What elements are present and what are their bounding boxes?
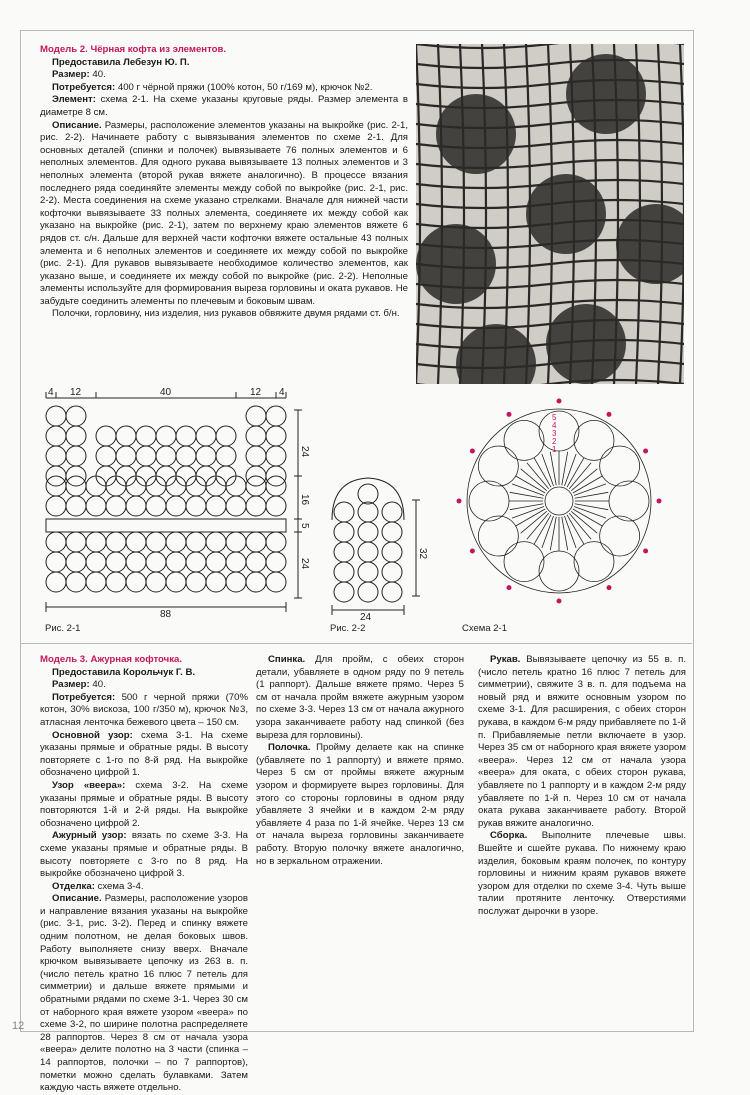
sleeve-element-circle [358,562,378,582]
element-circle [246,446,266,466]
element-circle [86,552,106,572]
scheme-row-number: 1 [552,445,557,454]
scheme-row-number: 3 [552,429,557,438]
scheme-row-number: 4 [552,421,557,430]
element-circle [156,446,176,466]
element-circle [66,572,86,592]
lace-motif [436,94,516,174]
element-circle [146,532,166,552]
element-circle [266,552,286,572]
scheme-petal [478,446,518,486]
scheme-stitch [569,513,591,539]
element-circle [46,532,66,552]
figure-2-2-label: Рис. 2-2 [330,623,366,634]
scheme-petal [609,481,649,521]
scheme-joint-arrow [607,412,612,417]
element-circle [226,532,246,552]
scheme-petal [504,542,544,582]
sleeve-element-circle [334,582,354,602]
model3-trim-label: Отделка: [52,880,95,892]
lace-motif [526,174,606,254]
scheme-petal [600,446,640,486]
sleeve-element-circle [358,542,378,562]
element-circle [216,426,236,446]
model3-size: 40. [89,679,106,691]
dim-4b: 4 [279,387,285,398]
scheme-2-1-diagram [448,388,670,618]
sleeve-element-circle [382,502,402,522]
scheme-row-number: 5 [552,413,557,422]
model3-trim: схема 3-4. [94,880,144,892]
scheme-petal [574,542,614,582]
element-circle [166,496,186,516]
model2-finish: Полочки, горловину, низ изделия, низ рукавов обвяжите двумя рядами ст. б/н. [52,308,400,320]
element-circle [146,552,166,572]
element-circle [206,552,226,572]
sleeve-element-circle [358,582,378,602]
sleeve-element-circle [334,542,354,562]
model3-column-2 [256,654,464,868]
element-circle [266,406,286,426]
model3-fan-label: Узор «веера»: [52,779,126,791]
element-circle [196,446,216,466]
scheme-joint-arrow [643,449,648,454]
element-circle [106,552,126,572]
sleeve-element-circle [358,484,378,504]
scheme-stitch [521,469,547,491]
element-circle [166,552,186,572]
lace-photo-image [416,44,684,384]
dim-24b: 24 [299,558,310,570]
figure-2-1-label: Рис. 2-1 [45,623,81,634]
element-circle [46,406,66,426]
scheme-joint-arrow [470,449,475,454]
model2-materials-label: Потребуется: [52,81,116,93]
scheme-stitch [521,511,547,533]
model3-front-label: Полочка. [268,742,311,754]
scheme-outer-ring [467,409,651,593]
model3-assembly-label: Сборка. [490,830,528,842]
scheme-joint-arrow [557,599,562,604]
dim-24-sleeve: 24 [360,612,372,620]
model3-column-1 [40,654,248,1095]
lace-motif [546,304,626,384]
scheme-petal [600,516,640,556]
element-circle [66,532,86,552]
element-circle [146,496,166,516]
element-circle [186,496,206,516]
element-circle [66,552,86,572]
scheme-joint-arrow [557,399,562,404]
element-circle [246,406,266,426]
model3-fan: схема 3-2. На схеме указаны прямые и обратные ряды. В высоту повторяются 1-й и 2-й ряды. На выкройке обозначено цифрой 2. [40,779,248,829]
dim-16: 16 [299,494,310,506]
model3-author: Предоставила Корольчук Г. В. [52,666,196,678]
element-circle [266,446,286,466]
dim-32-sleeve: 32 [417,548,428,560]
element-circle [196,426,216,446]
element-circle [126,552,146,572]
sleeve-element-circle [382,562,402,582]
element-circle [106,572,126,592]
scheme-stitch [571,469,597,491]
page-number: 12 [12,1020,25,1032]
scheme-joint-arrow [470,549,475,554]
element-circle [106,496,126,516]
element-circle [46,572,66,592]
scheme-joint-arrow [507,412,512,417]
element-circle [206,532,226,552]
scheme-joint-arrow [457,499,462,504]
element-circle [246,532,266,552]
scheme-joint-arrow [607,585,612,590]
element-circle [46,446,66,466]
element-circle [206,572,226,592]
scheme-center-ring [545,487,573,515]
element-circle [136,446,156,466]
element-circle [206,496,226,516]
dim-40: 40 [160,387,172,398]
element-circle [46,426,66,446]
element-circle [176,426,196,446]
dim-12a: 12 [70,387,82,398]
scheme-stitch [571,511,597,533]
dim-88: 88 [160,609,172,618]
model3-desc-label: Описание. [52,893,102,905]
figure-2-2-pattern [320,460,432,620]
element-circle [156,426,176,446]
scheme-stitch [527,463,549,489]
section-divider [20,643,692,644]
model2-text [40,44,408,321]
element-circle [246,496,266,516]
element-circle [66,406,86,426]
dim-4a: 4 [48,387,54,398]
model2-element: схема 2-1. На схеме указаны круговые ряды. Размер элемента в диаметре 8 см. [40,94,408,118]
model3-back: Для пройм, с обеих сторон детали, убавляете в одном ряду по 9 петель (1 раппорт). Дальше вяжете прямо. Через 5 см от начала пройм вяжете ажурным узором по схеме 3-3. Через 13 см от начала ажурного узора заканчиваете работу над спинкой (без выреза для горловины). [256,654,464,741]
model2-element-label: Элемент: [52,94,96,106]
scheme-row-number: 2 [552,437,557,446]
model2-description: Размеры, расположение элементов указаны на выкройке (рис. 2-1, рис. 2-2). Начинаете работу с вывязывания элементов по схеме 2-1. Для основных деталей (спинки и полочек) вывязываете 76 полных элементов и 6 неполных элементов. Для одного рукава вывязываете 13 полных элементов и 3 неполных элемента (второй рукав вяжете аналогично). В процессе вязания последнего ряда соединяйте элементы между собой по выкройке (рис. 2-1, рис. 2-2). Места соединения на схеме указано стрелками. Вначале для нижней части кофточки вывязываете 33 полных элемента, соединяете их между собой как указано на выкройке (рис. 2-1), затем по верхнему краю элементов вяжете 6 рядов ст. с/н. Дальше для верхней части кофточки вяжете остальные 43 полных элемента и 6 неполных элементов и соединяете их между собой по выкройке (рис. 2-1). Для рукавов вывязываете необходимое количество элементов, как указано выше, и соединяете их между собой по выкройке (рис. 2-2). Неполные элементы используйте для формирования выреза горловины и оката рукавов. Не забудьте соединить элементы по плечевым и боковым швам. [40,119,408,307]
element-circle [246,426,266,446]
element-circle [66,496,86,516]
sleeve-element-circle [358,502,378,522]
element-circle [146,572,166,592]
element-circle [186,552,206,572]
sleeve-element-circle [334,522,354,542]
element-circle [86,572,106,592]
element-circle [66,426,86,446]
sleeve-element-circle [334,502,354,522]
scheme-2-1-label: Схема 2-1 [462,623,507,634]
element-circle [246,552,266,572]
element-circle [226,572,246,592]
model3-materials-label: Потребуется: [52,691,116,703]
element-circle [126,496,146,516]
dim-24a: 24 [299,446,310,458]
lace-motif [566,54,646,134]
model3-lace: вязать по схеме 3-3. На схеме указаны прямые и обратные ряды. В высоту повторяете с 3-го по 8 ряд. На выкройке обозначено цифрой 3. [40,830,248,880]
model2-desc-label: Описание. [52,119,102,131]
model3-description: Размеры, расположение узоров и направление вязания указаны на выкройке (рис. 3-1, рис. 3-2). Перед и спинку вяжете одним полотном, не делая боковых швов. Работу выполняете снизу вверх. Вначале крючком вывязываете цепочку из 263 в. п. (число петель кратно 16 плюс 7 петель для симметрии) и дальше вяжете прямыми и обратными рядами по схеме 3-1. Через 30 см от наборного края вяжете узором «веера» по схеме 3-2, по ширине полотна распределяете 28 раппортов. Через 8 см от начала узора «веера» делите полотно на 3 части (спинка – 14 раппортов, полочки – по 7 раппортов), пометки можно сделать булавками. Затем каждую часть вяжете отдельно. [40,893,248,1094]
model3-pattern-label: Основной узор: [52,729,133,741]
element-circle [126,532,146,552]
element-circle [216,446,236,466]
model2-author: Предоставила Лебезун Ю. П. [52,56,190,68]
element-circle [66,446,86,466]
model3-title: Модель 3. Ажурная кофточка. [40,654,183,665]
lace-motif [416,224,496,304]
model3-assembly: Выполните плечевые швы. Вшейте и сшейте рукава. По нижнему краю изделия, боковым краям полочек, по контуру горловины и нижним краям рукавов вяжете узором для отделки по схеме 3-4. Чуть выше талии протяните ленточку. Отверстиями послужат дырочки в узоре. [478,830,686,917]
sleeve-element-circle [382,582,402,602]
sleeve-element-circle [358,522,378,542]
element-circle [266,572,286,592]
element-circle [186,572,206,592]
model2-materials: 400 г чёрной пряжи (100% котон, 50 г/169 м), крючок №2. [115,81,373,93]
model2-size-label: Размер: [52,69,90,81]
scheme-petal [574,420,614,460]
scheme-joint-arrow [657,499,662,504]
dim-12b: 12 [250,387,262,398]
element-circle [86,496,106,516]
figure-2-1 [36,386,316,623]
element-circle [96,426,116,446]
model2-title: Модель 2. Чёрная кофта из элементов. [40,44,227,55]
lace-photo [416,44,684,384]
element-circle [176,446,196,466]
scheme-petal [539,551,579,591]
element-circle [116,426,136,446]
element-circle [266,532,286,552]
element-circle [116,446,136,466]
element-circle [226,552,246,572]
scheme-petal [478,516,518,556]
sleeve-element-circle [382,522,402,542]
figure-2-2 [320,460,432,625]
element-circle [126,572,146,592]
model3-back-label: Спинка. [268,654,306,665]
element-circle [96,446,116,466]
scheme-petal [539,411,579,451]
scheme-stitch [569,463,591,489]
element-circle [86,532,106,552]
element-circle [246,572,266,592]
element-circle [166,532,186,552]
model3-materials: 500 г черной пряжи (70% котон, 30% вискоза, 100 г/350 м), крючок №3, атласная ленточка бежевого цвета – 150 см. [40,691,248,728]
model3-lace-label: Ажурный узор: [52,830,127,842]
scheme-stitch [527,513,549,539]
model3-sleeve: Вывязываете цепочку из 55 в. п. (число петель кратно 16 плюс 7 петель для симметрии), свяжите 3 в. п. для подъема на новый ряд и вяжите основным узором по схеме 3-1. Для расширения, с обеих сторон рукава, в каждом 6-м ряду прибавляете по 1-й п. Прибавляемые петли включаете в узор. Через 35 см от наборного края вяжете узором «веера». Через 12 см от начала узора «веера» для оката, с обеих сторон рукава, убавляете по 1 раппорту и в каждом 2-м ряду убавляете по 1-й п. Через 10 см от начала оката рукава заканчиваете работу. Второй рукав вяжите аналогично. [478,654,686,829]
scheme-joint-arrow [507,585,512,590]
sleeve-element-circle [382,542,402,562]
model3-column-3 [478,654,686,918]
scheme-2-1 [448,388,670,623]
element-circle [166,572,186,592]
model3-size-label: Размер: [52,679,90,691]
model3-front: Пройму делаете как на спинке (убавляете по 1 раппорту) и вяжете прямо. Через 5 см от проймы вяжете ажурным узором и формируете вырез горловины. Для этого со стороны горловины в одном ряду убавляете 3 ячейки и в каждом 2-м ряду убавляете 4 раза по 1-й ячейке. Через 13 см от начала выреза горловины заканчиваете работу. Вторую полочку вяжете аналогично, но в зеркальном отражении. [256,742,464,867]
element-circle [106,532,126,552]
element-circle [186,532,206,552]
element-circle [136,426,156,446]
element-circle [46,496,66,516]
element-circle [266,496,286,516]
scheme-petal [469,481,509,521]
element-circle [226,496,246,516]
dim-5: 5 [299,523,310,529]
sleeve-element-circle [334,562,354,582]
element-circle [46,552,66,572]
scheme-petal [504,420,544,460]
element-circle [266,426,286,446]
scheme-joint-arrow [643,549,648,554]
model2-size: 40. [89,69,106,81]
figure-2-1-pattern [36,386,316,618]
model3-pattern: схема 3-1. На схеме указаны прямые и обратные ряды. В высоту повторяете с 1-го по 8-й ряд. На выкройке обозначено цифрой 1. [40,729,248,779]
model3-sleeve-label: Рукав. [490,654,521,665]
